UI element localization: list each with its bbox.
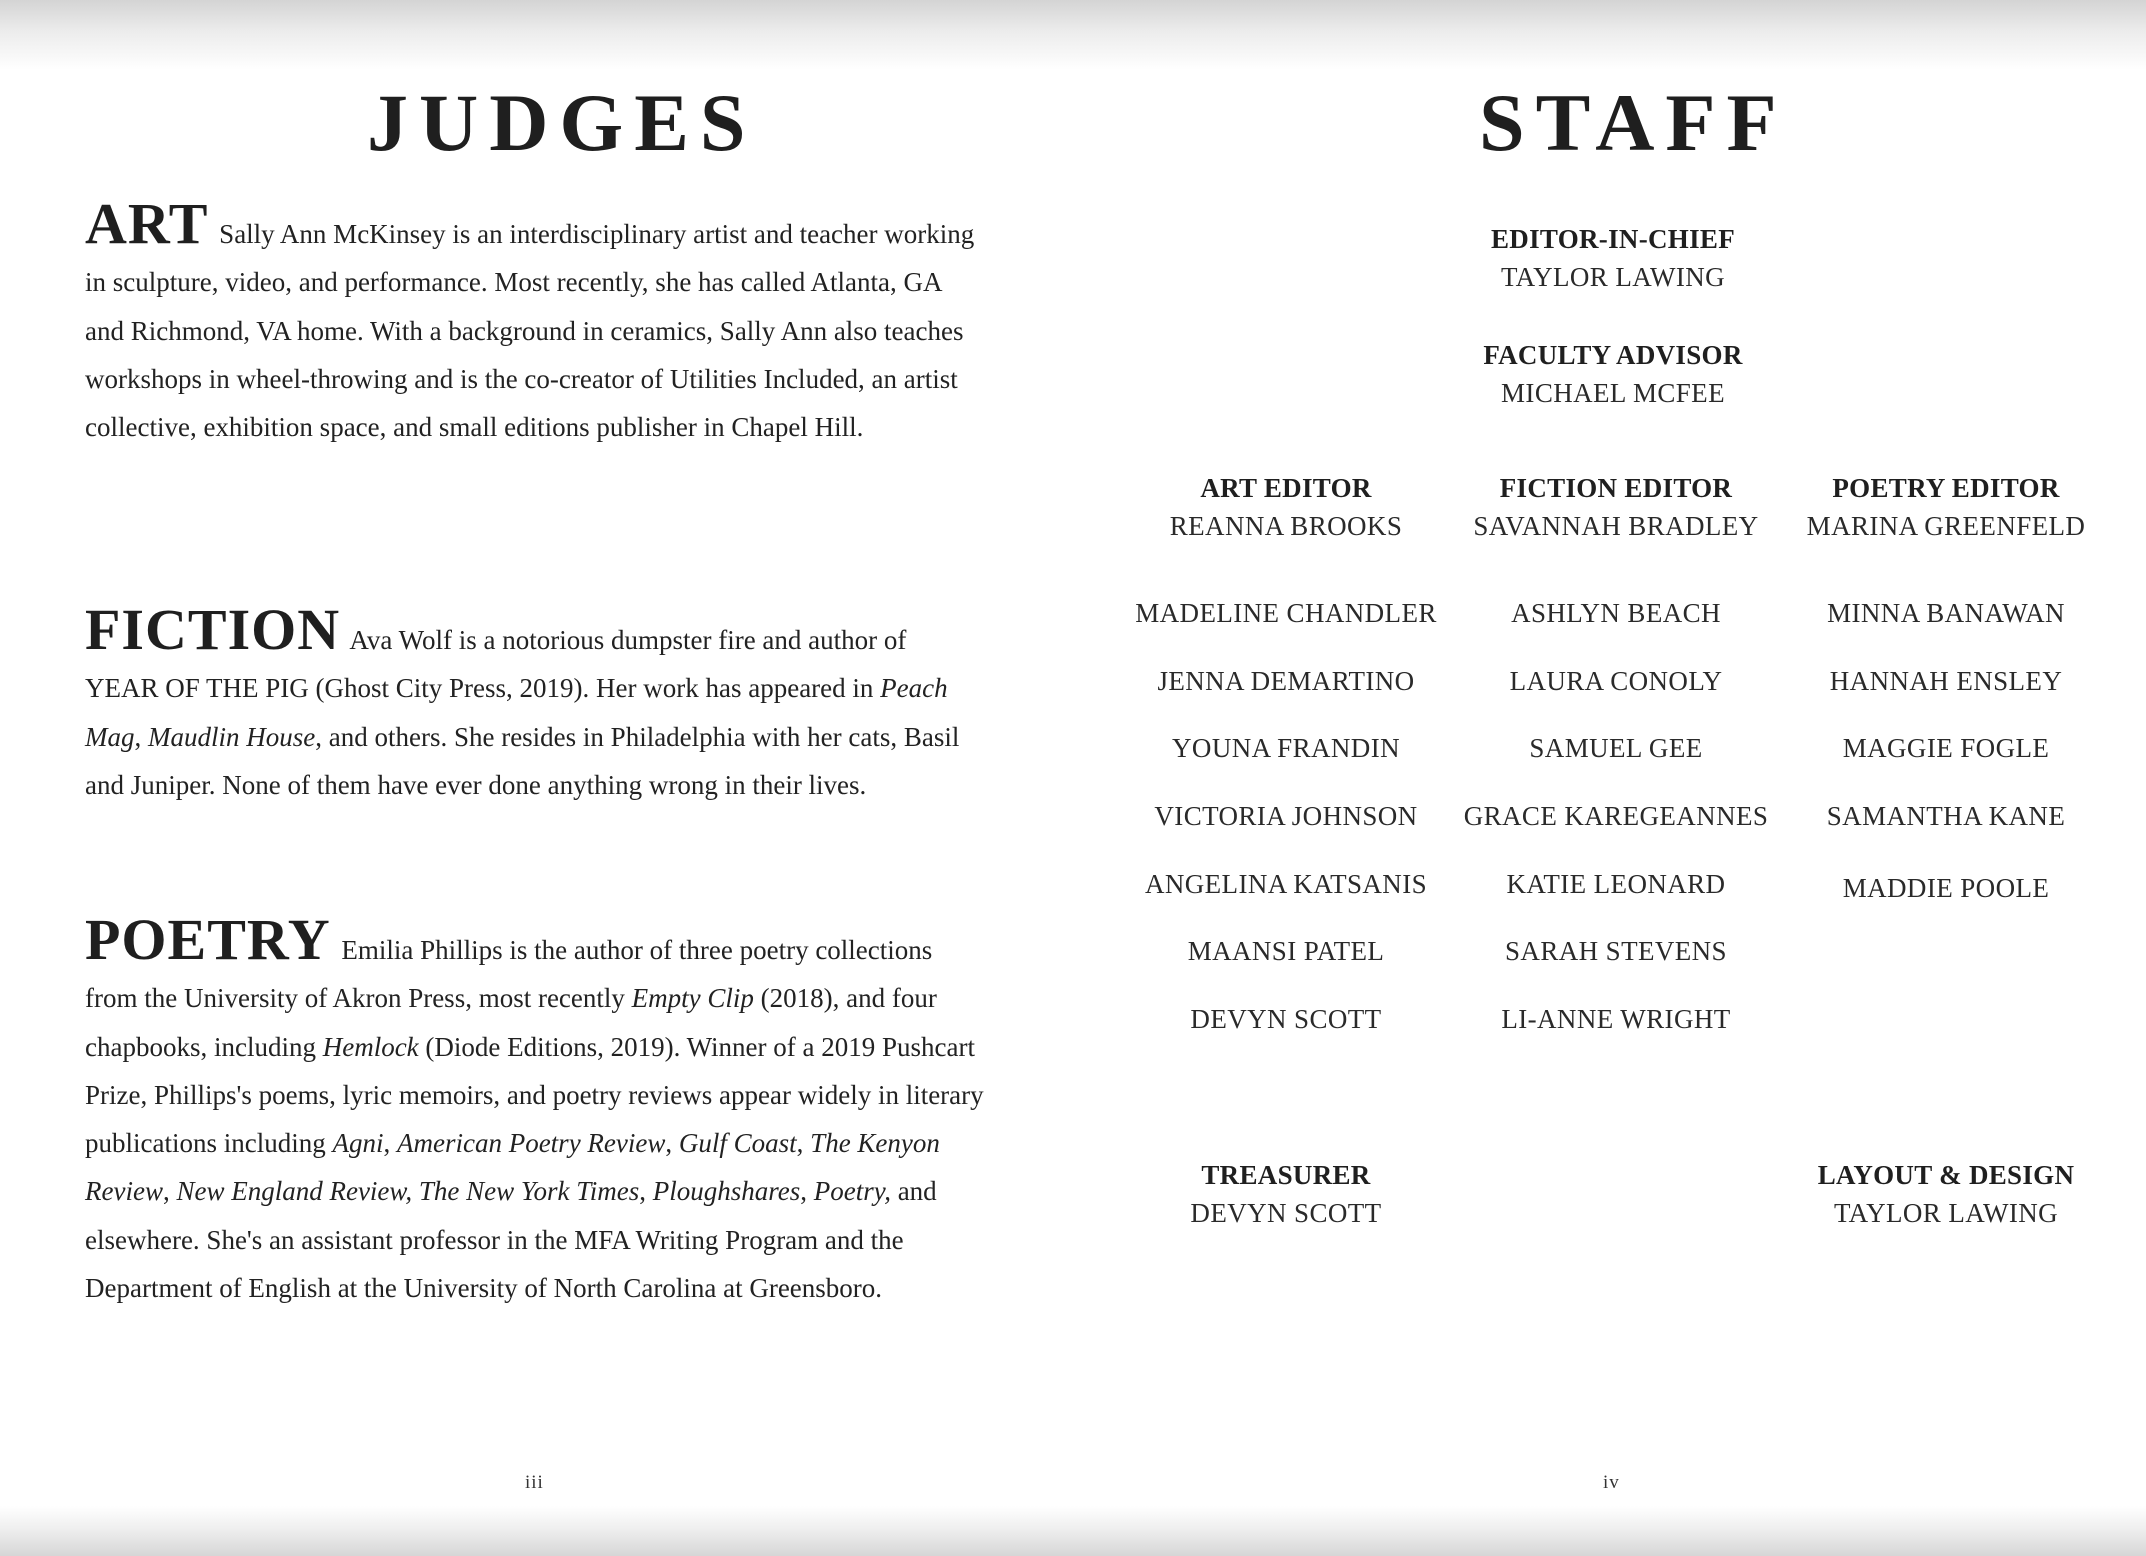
poetry-bio-text: (Diode Editions, 2019). Winner of a 2019 Pushcart Prize, Phillips's poems, lyric memoirs, and poetry reviews appear widely in literary publications including: [85, 1031, 984, 1159]
poetry-staff-member: MINNA BANAWAN: [1827, 598, 2065, 628]
treasurer-block: [1106, 1156, 1466, 1232]
poetry-judge-bio: [85, 907, 985, 1312]
poetry-bio-italic: Poetry,: [813, 1176, 891, 1207]
staff-page: [1073, 0, 2146, 1556]
fiction-staff-member: GRACE KAREGEANNES: [1463, 801, 1769, 832]
fiction-staff-list: [1451, 580, 1781, 1054]
poetry-bio-italic: The Kenyon Review: [85, 1128, 940, 1207]
fiction-bio-text: , and others. She resides in Philadelphia with her cats, Basil and Juniper. None of them have ever done anything wrong in their lives.: [85, 721, 960, 800]
page-number-left: iii: [525, 1472, 544, 1493]
poetry-bio-italic: American Poetry Review: [396, 1128, 666, 1159]
fiction-bio-italic: Maudlin House: [148, 721, 316, 752]
art-editor-title: ART EDITOR: [1200, 473, 1372, 503]
judges-heading: JUDGES: [367, 77, 757, 168]
art-lead-word: ART: [85, 191, 209, 256]
staff-heading: STAFF: [1479, 77, 1788, 168]
poetry-bio-italic: Ploughshares: [652, 1176, 801, 1207]
poetry-bio-text: Emilia Phillips is the author of three poetry collections from the University of Akron Press, most recently: [85, 935, 933, 1014]
fiction-editor-title: FICTION EDITOR: [1499, 473, 1733, 503]
page-number-right: iv: [1603, 1472, 1620, 1493]
fiction-bio-italic: Peach Mag: [85, 673, 948, 752]
fiction-bio-text: ,: [134, 721, 148, 752]
editor-in-chief-name: TAYLOR LAWING: [1500, 262, 1726, 292]
art-staff-member: MAANSI PATEL: [1187, 936, 1385, 967]
poetry-bio-italic: New England Review, The New York Times: [176, 1176, 640, 1207]
treasurer-title: TREASURER: [1201, 1160, 1371, 1190]
poetry-bio-text: ,: [665, 1128, 679, 1159]
fiction-editor-block: [1436, 469, 1796, 545]
fiction-bio-text: Ava Wolf is a notorious dumpster fire and author of YEAR OF THE PIG (Ghost City Press, 2019). Her work has appeared in: [85, 625, 907, 704]
editor-in-chief-block: [1433, 220, 1793, 296]
layout-design-name: TAYLOR LAWING: [1833, 1198, 2059, 1228]
art-staff-member: DEVYN SCOTT: [1190, 1004, 1382, 1035]
art-editor-block: [1106, 469, 1466, 545]
treasurer-name: DEVYN SCOTT: [1190, 1198, 1382, 1228]
poetry-staff-member: SAMANTHA KANE: [1826, 801, 2066, 832]
fiction-judge-bio: [85, 597, 985, 809]
poetry-bio-text: and elsewhere. She's an assistant professor in the MFA Writing Program and the Department of English at the University of North Carolina at Greensboro.: [85, 1176, 937, 1304]
poetry-editor-title: POETRY EDITOR: [1832, 473, 2060, 503]
poetry-bio-text: ,: [796, 1128, 811, 1159]
fiction-staff-member: KATIE LEONARD: [1506, 868, 1726, 899]
poetry-bio-text: ,: [639, 1176, 653, 1207]
art-editor-name: REANNA BROOKS: [1169, 511, 1403, 541]
art-judge-bio: [85, 191, 985, 451]
faculty-advisor-name: MICHAEL MCFEE: [1501, 378, 1725, 408]
poetry-lead-word: POETRY: [85, 907, 331, 972]
poetry-staff-member: HANNAH ENSLEY: [1829, 665, 2063, 696]
fiction-lead-word: FICTION: [85, 597, 341, 662]
faculty-advisor-title: FACULTY ADVISOR: [1483, 340, 1743, 370]
poetry-bio-text: (2018), and four chapbooks, including: [85, 983, 937, 1062]
poetry-bio-text: ,: [383, 1128, 397, 1159]
art-bio-text: Sally Ann McKinsey is an interdisciplinary artist and teacher working in sculpture, video, and performance. Most recently, she has called Atlanta, GA and Richmond, VA home. With a background in ceramics, Sally Ann also teaches workshops in wheel-throwing and is the co-creator of Utilities Included, an artist collective, exhibition space, and small editions publisher in Chapel Hill.: [85, 219, 975, 443]
poetry-bio-text: ,: [800, 1176, 814, 1207]
poetry-bio-text: ,: [162, 1176, 177, 1207]
faculty-advisor-block: [1433, 336, 1793, 412]
layout-design-title: LAYOUT & DESIGN: [1817, 1160, 2075, 1190]
fiction-staff-member: SAMUEL GEE: [1529, 733, 1703, 764]
art-staff-member: MADELINE CHANDLER: [1135, 598, 1437, 628]
art-staff-member: YOUNA FRANDIN: [1172, 733, 1400, 764]
poetry-staff-member: MADDIE POOLE: [1842, 872, 2050, 903]
editor-in-chief-title: EDITOR-IN-CHIEF: [1490, 224, 1736, 254]
art-staff-member: JENNA DEMARTINO: [1157, 665, 1415, 696]
fiction-staff-member: LI-ANNE WRIGHT: [1501, 1004, 1731, 1035]
poetry-staff-member: MAGGIE FOGLE: [1842, 733, 2050, 764]
poetry-editor-block: [1766, 469, 2126, 545]
poetry-editor-name: MARINA GREENFELD: [1806, 511, 2086, 541]
layout-design-block: [1766, 1156, 2126, 1232]
fiction-editor-name: SAVANNAH BRADLEY: [1473, 511, 1759, 541]
fiction-staff-member: SARAH STEVENS: [1505, 936, 1727, 967]
art-staff-member: VICTORIA JOHNSON: [1154, 801, 1418, 832]
poetry-bio-italic: Agni: [332, 1128, 384, 1159]
art-staff-list: [1121, 580, 1451, 1054]
fiction-staff-member: ASHLYN BEACH: [1511, 598, 1721, 628]
fiction-staff-member: LAURA CONOLY: [1509, 665, 1723, 696]
poetry-staff-list: [1781, 580, 2111, 922]
poetry-bio-italic: Hemlock: [322, 1031, 419, 1062]
poetry-bio-italic: Empty Clip: [631, 983, 754, 1014]
art-staff-member: ANGELINA KATSANIS: [1144, 868, 1428, 899]
poetry-bio-italic: Gulf Coast: [678, 1128, 797, 1159]
